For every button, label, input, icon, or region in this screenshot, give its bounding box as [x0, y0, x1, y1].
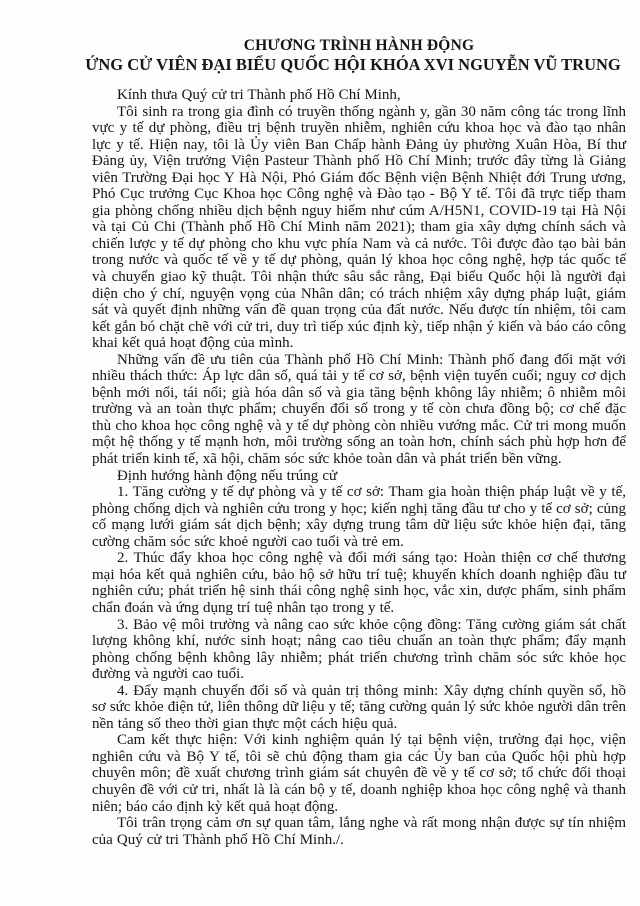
paragraph: Những vấn đề ưu tiên của Thành phố Hồ Chí Minh: Thành phố đang đối mặt với nhiều thách thức: Áp lực dân số, quá tải y tế cơ sở, bệnh viện tuyến cuối; nguy cơ dịch bệnh mới nổi, tái nổi; già hóa dân số và gia tăng bệnh không lây nhiễm; ô nhiễm môi trường và an toàn thực phẩm; chuyển đổi số trong y tế còn chưa đồng bộ; cơ chế đặc thù cho khoa học công nghệ và y tế dự phòng còn nhiều vướng mắc. Cử tri mong muốn một hệ thống y tế mạnh hơn, môi trường sống an toàn hơn, chính sách phù hợp hơn để phát triển kinh tế, xã hội, chăm sóc sức khỏe toàn dân và phát triển bền vững. — [92, 351, 626, 468]
document-header — [85, 36, 626, 74]
document-title-line2: ỨNG CỬ VIÊN ĐẠI BIỂU QUỐC HỘI KHÓA XVI NGUYỄN VŨ TRUNG — [85, 55, 621, 74]
paragraph: 3. Bảo vệ môi trường và nâng cao sức khỏe cộng đồng: Tăng cường giám sát chất lượng không khí, nước sinh hoạt; nâng cao tiêu chuẩn an toàn thực phẩm; đẩy mạnh phòng chống bệnh không lây nhiễm; phát triển chương trình chăm sóc sức khỏe học đường và người cao tuổi. — [92, 616, 626, 683]
paragraph: Tôi trân trọng cảm ơn sự quan tâm, lắng nghe và rất mong nhận được sự tín nhiệm của Quý cử tri Thành phố Hồ Chí Minh./. — [92, 815, 626, 848]
paragraph: Định hướng hành động nếu trúng cử — [117, 467, 338, 484]
document-title-line1: CHƯƠNG TRÌNH HÀNH ĐỘNG — [243, 37, 475, 54]
paragraph: Kính thưa Quý cử tri Thành phố Hồ Chí Minh, — [117, 87, 401, 103]
paragraph: Tôi sinh ra trong gia đình có truyền thống ngành y, gần 30 năm công tác trong lĩnh vực y tế dự phòng, điều trị bệnh truyền nhiễm, nghiên cứu khoa học và đào tạo nhân lực y tế. Hiện nay, tôi là Ủy viên Ban Chấp hành Đảng ủy phường Xuân Hòa, Bí thư Đảng ủy, Viện trưởng Viện Pasteur Thành phố Hồ Chí Minh; trước đây từng là Giảng viên Trường Đại học Y Hà Nội, Phó Giám đốc Bệnh viện Bệnh Nhiệt đới Trung ương, Phó Cục trưởng Cục Khoa học Công nghệ và Đào tạo - Bộ Y tế. Tôi đã trực tiếp tham gia phòng chống nhiều dịch bệnh nguy hiểm như cúm A/H5N1, COVID-19 tại Hà Nội và tại Củ Chi (Thành phố Hồ Chí Minh năm 2021); tham gia xây dựng chính sách và chiến lược y tế dự phòng cho khu vực phía Nam và cả nước. Tôi được đào tạo bài bản trong nước và quốc tế về y tế dự phòng, quản lý khoa học công nghệ, hợp tác quốc tế và chuyển giao kỹ thuật. Tôi nhận thức sâu sắc rằng, Đại biểu Quốc hội là người đại diện cho ý chí, nguyện vọng của Nhân dân; có trách nhiệm xây dựng pháp luật, giám sát và quyết định những vấn đề quan trọng của đất nước. Nếu được tín nhiệm, tôi cam kết gắn bó chặt chẽ với cử tri, duy trì tiếp xúc định kỳ, tiếp nhận ý kiến và báo cáo công khai kết quả hoạt động của mình. — [92, 103, 626, 352]
paragraph: 1. Tăng cường y tế dự phòng và y tế cơ sở: Tham gia hoàn thiện pháp luật về y tế, phòng chống dịch và nghiên cứu trong y học; kiến nghị tăng đầu tư cho y tế cơ sở; củng cố mạng lưới giám sát dịch bệnh; xây dựng trung tâm dữ liệu sức khỏe hiện đại, tăng cường chăm sóc sức khoẻ người cao tuổi và trẻ em. — [92, 484, 626, 550]
paragraph: 4. Đẩy mạnh chuyển đổi số và quản trị thông minh: Xây dựng chính quyền số, hồ sơ sức khỏe điện tử, liên thông dữ liệu y tế; tăng cường quản lý sức khỏe người dân trên nền tảng số theo thời gian thực một cách hiệu quả. — [92, 682, 627, 732]
document-body — [92, 87, 626, 848]
paragraph: 2. Thúc đẩy khoa học công nghệ và đổi mới sáng tạo: Hoàn thiện cơ chế thương mại hóa kết quả nghiên cứu, bảo hộ sở hữu trí tuệ; khuyến khích doanh nghiệp đầu tư nghiên cứu; phát triển hệ sinh thái công nghệ sinh học, vắc xin, dược phẩm, sinh phẩm chẩn đoán và ứng dụng trí tuệ nhân tạo trong y tế. — [92, 550, 626, 616]
paragraph: Cam kết thực hiện: Với kinh nghiệm quản lý tại bệnh viện, trường đại học, viện nghiên cứu và Bộ Y tế, tôi sẽ chủ động tham gia các Ủy ban của Quốc hội phù hợp chuyên môn; đề xuất chương trình giám sát chuyên đề về y tế cơ sở; tổ chức đối thoại chuyên đề với cử tri, nhất là là cán bộ y tế, doanh nghiệp khoa học công nghệ và thanh niên; báo cáo định kỳ kết quả hoạt động. — [92, 732, 626, 815]
